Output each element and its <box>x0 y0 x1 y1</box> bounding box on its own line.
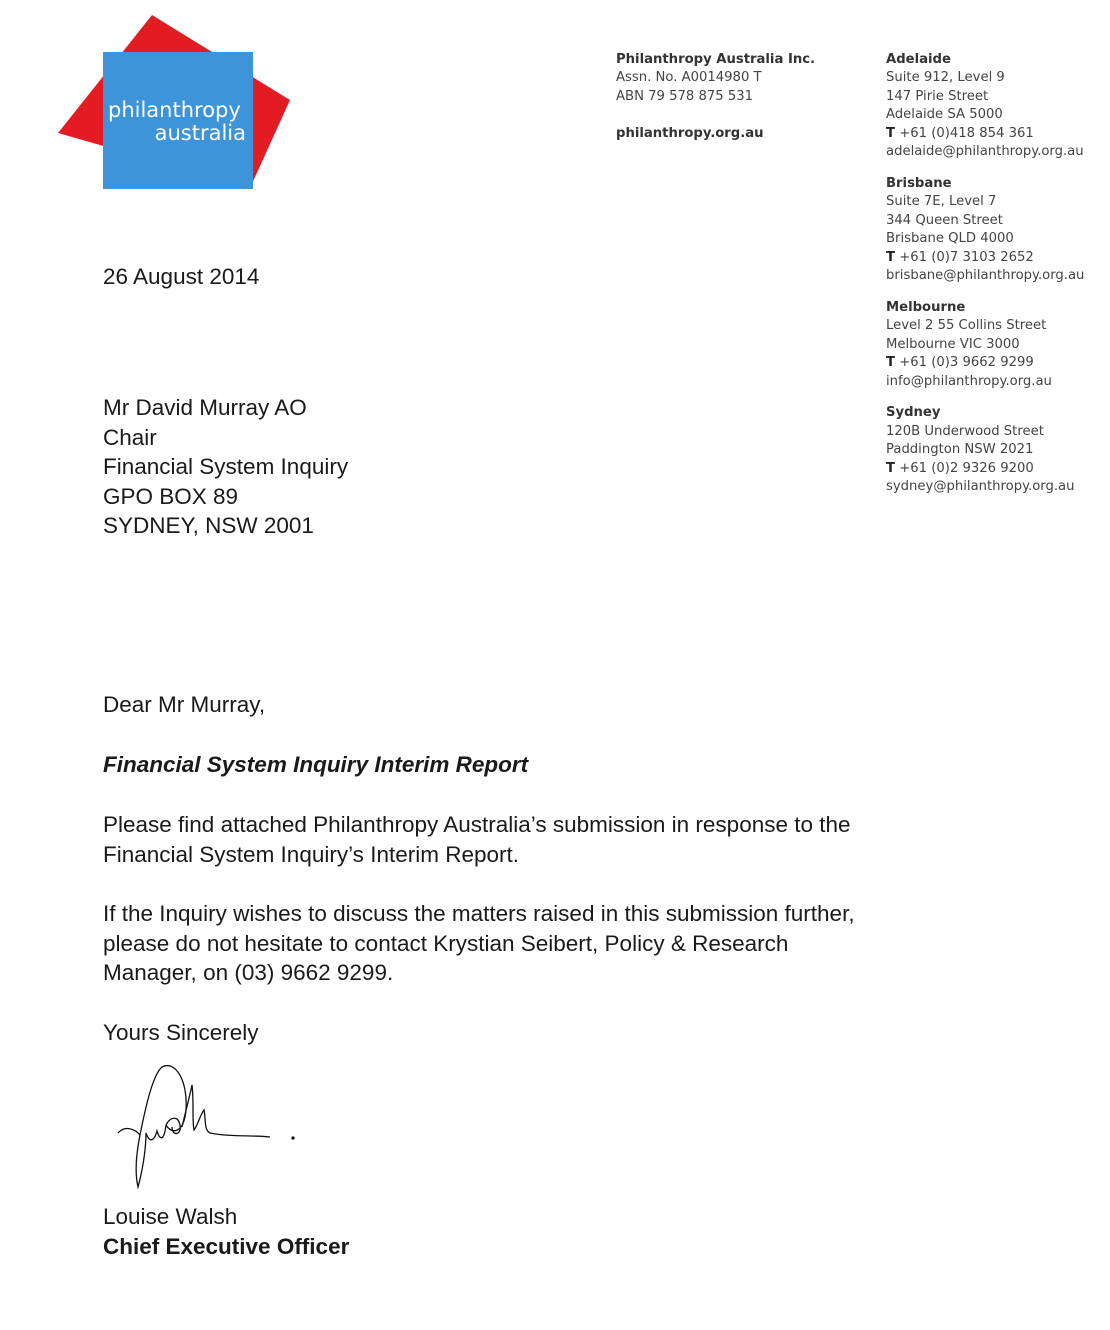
office-address-line: Paddington NSW 2021 <box>886 442 1034 458</box>
salutation: Dear Mr Murray, <box>103 692 266 717</box>
signature-icon <box>100 1055 310 1195</box>
body-paragraph: If the Inquiry wishes to discuss the matters raised in this submission further, please do not hesitate to contact Krystian Seibert, Policy & Research Manager, on (03) 9662 9299. <box>103 901 855 986</box>
recipient-line: SYDNEY, NSW 2001 <box>103 513 314 539</box>
office-addresses <box>886 51 1084 510</box>
office-address-line: 344 Queen Street <box>886 212 1003 228</box>
signer-block <box>103 1202 349 1261</box>
org-name: Philanthropy Australia Inc. <box>616 52 816 67</box>
office-phone: T +61 (0)3 9662 9299 <box>886 355 1034 371</box>
office-address-line: Adelaide SA 5000 <box>886 107 1003 123</box>
signer-name: Louise Walsh <box>103 1204 238 1229</box>
signature-image <box>100 1055 310 1195</box>
office-address-line: Brisbane QLD 4000 <box>886 231 1014 247</box>
office-melbourne <box>886 299 1084 391</box>
office-city: Brisbane <box>886 175 952 191</box>
office-brisbane <box>886 175 1084 285</box>
office-email-link[interactable]: brisbane@philanthropy.org.au <box>886 267 1085 283</box>
logo-text-line1: philanthropy <box>108 98 241 122</box>
office-sydney <box>886 404 1084 496</box>
office-address-line: Level 2 55 Collins Street <box>886 318 1047 334</box>
org-abn: ABN 79 578 875 531 <box>616 88 753 104</box>
office-city: Sydney <box>886 405 941 421</box>
office-phone: T +61 (0)2 9326 9200 <box>886 460 1034 476</box>
office-phone: T +61 (0)7 3103 2652 <box>886 249 1034 265</box>
office-email-link[interactable]: info@philanthropy.org.au <box>886 373 1052 389</box>
recipient-line: Chair <box>103 424 157 450</box>
signer-title: Chief Executive Officer <box>103 1233 350 1259</box>
recipient-line: GPO BOX 89 <box>103 483 239 509</box>
org-website-link[interactable]: philanthropy.org.au <box>616 125 764 141</box>
recipient-address <box>103 393 348 541</box>
closing: Yours Sincerely <box>103 1020 259 1045</box>
office-email-link[interactable]: sydney@philanthropy.org.au <box>886 479 1075 495</box>
office-city: Melbourne <box>886 299 966 315</box>
office-address-line: Suite 912, Level 9 <box>886 70 1005 86</box>
office-address-line: Suite 7E, Level 7 <box>886 194 997 210</box>
body-paragraph: Please find attached Philanthropy Australia’s submission in response to the Financial System Inquiry’s Interim Report. <box>103 812 851 867</box>
office-address-line: Melbourne VIC 3000 <box>886 336 1020 352</box>
logo-text-line2: australia <box>154 121 246 145</box>
office-phone: T +61 (0)418 854 361 <box>886 125 1034 141</box>
philanthropy-australia-logo <box>50 10 300 200</box>
office-address-line: 147 Pirie Street <box>886 88 989 104</box>
office-city: Adelaide <box>886 52 951 67</box>
office-adelaide <box>886 51 1084 161</box>
subject-heading: Financial System Inquiry Interim Report <box>103 752 529 777</box>
recipient-line: Financial System Inquiry <box>103 454 349 480</box>
office-email-link[interactable]: adelaide@philanthropy.org.au <box>886 144 1084 160</box>
letter-date: 26 August 2014 <box>103 264 260 289</box>
organization-info <box>616 51 815 143</box>
office-address-line: 120B Underwood Street <box>886 423 1044 439</box>
recipient-line: Mr David Murray AO <box>103 395 307 420</box>
logo-graphic <box>50 10 300 200</box>
org-assn-no: Assn. No. A0014980 T <box>616 70 762 86</box>
